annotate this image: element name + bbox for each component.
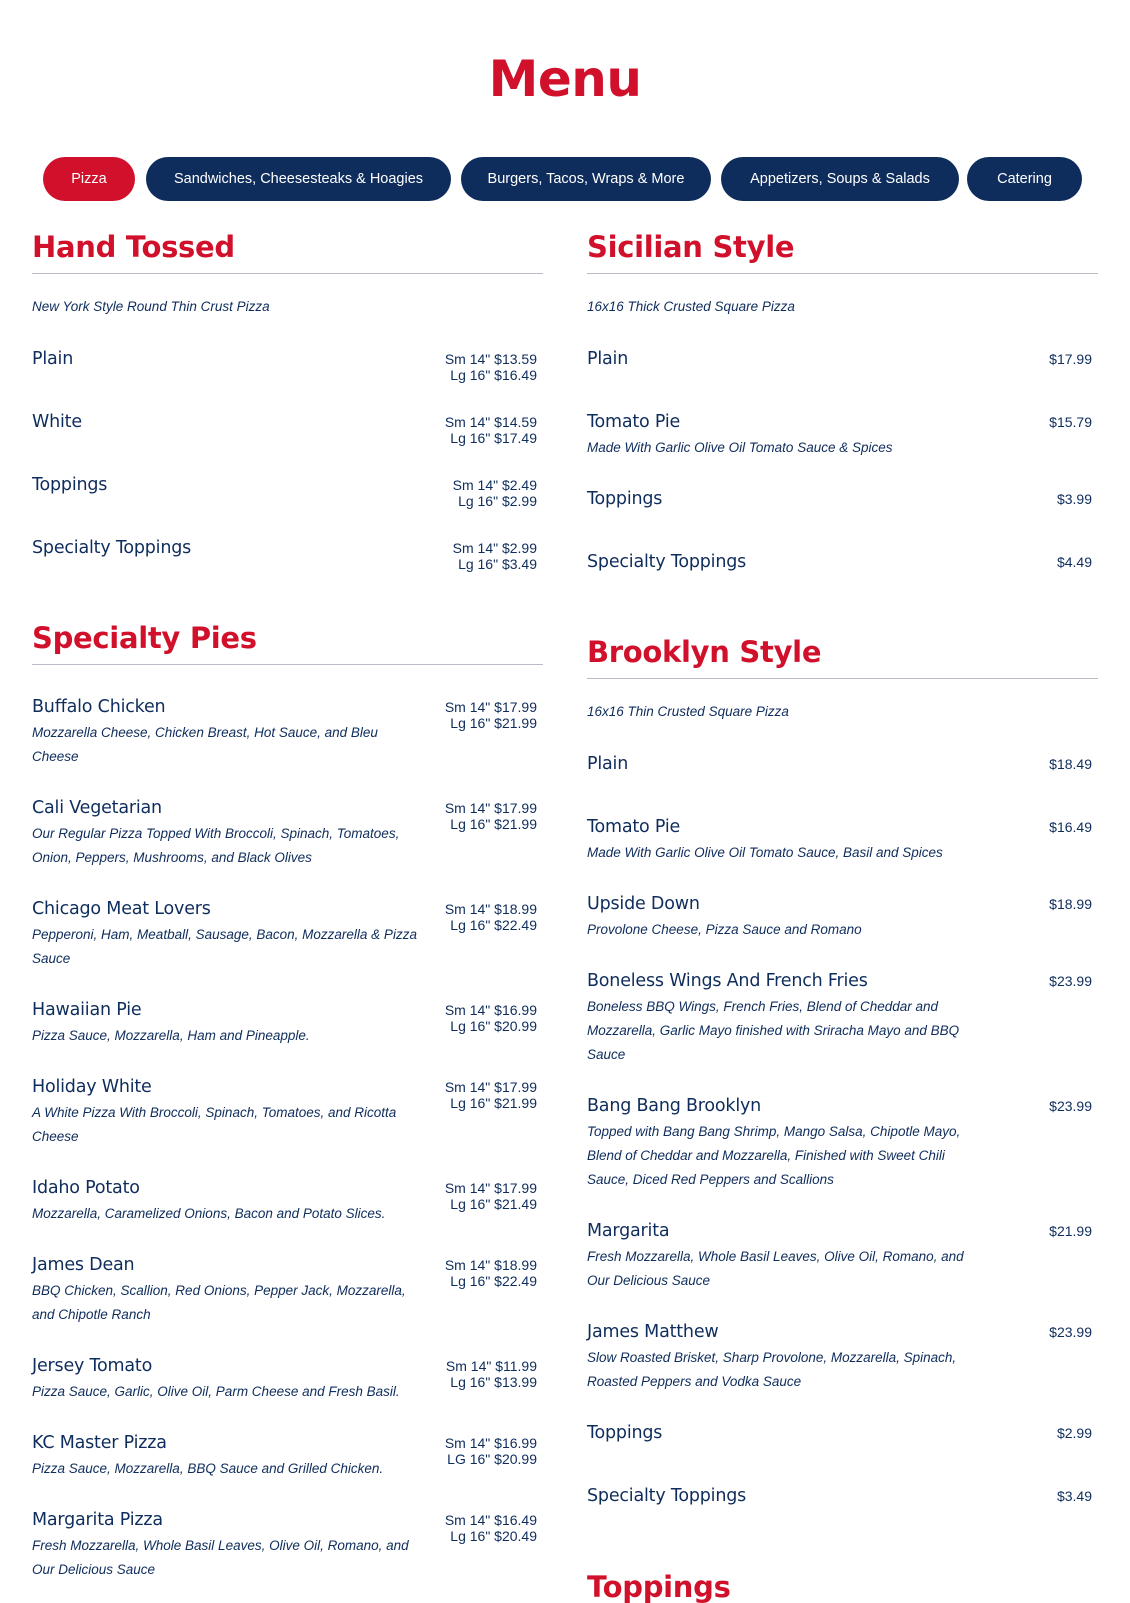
item-description — [32, 822, 440, 870]
item-name: Holiday White — [32, 1077, 152, 1097]
price-small: Sm 14" $18.99 — [444, 1257, 537, 1273]
item-price: $3.99 — [1056, 491, 1092, 507]
description-line: Mozzarella, Garlic Mayo finished with Sriracha Mayo and BBQ — [587, 1023, 960, 1038]
brooklyn-style-section — [587, 633, 1098, 1506]
toppings-section — [587, 1568, 1098, 1603]
item-price: $4.49 — [1056, 554, 1092, 570]
item-name: Specialty Toppings — [32, 538, 192, 558]
section-title: Toppings — [587, 1570, 731, 1603]
item-description — [32, 1024, 440, 1048]
section-subtitle: 16x16 Thin Crusted Square Pizza — [587, 704, 789, 719]
item-description — [587, 1346, 1017, 1394]
item-name: Boneless Wings And French Fries — [587, 971, 868, 991]
price-small: Sm 14" $14.59 — [444, 414, 537, 430]
item-price: $18.99 — [1049, 896, 1092, 912]
section-divider — [32, 273, 543, 274]
section-divider — [32, 664, 543, 665]
item-description — [32, 721, 440, 769]
price-small: Sm 14" $2.49 — [452, 477, 537, 493]
price-small: Sm 14" $16.49 — [444, 1512, 537, 1528]
tab-sandwiches[interactable]: Sandwiches, Cheesesteaks & Hoagies — [146, 157, 451, 201]
description-line: Our Regular Pizza Topped With Broccoli, Spinach, Tomatoes, — [32, 826, 400, 841]
description-line: Mozzarella Cheese, Chicken Breast, Hot Sauce, and Bleu — [32, 725, 378, 740]
description-line: Topped with Bang Bang Shrimp, Mango Salsa, Chipotle Mayo, — [587, 1124, 961, 1139]
section-title: Hand Tossed — [32, 230, 235, 264]
hand-tossed-section — [32, 228, 543, 572]
item-description — [587, 841, 1017, 865]
price-small: Sm 14" $17.99 — [444, 1180, 537, 1196]
item-name: Tomato Pie — [587, 412, 681, 432]
description-line: Mozzarella, Caramelized Onions, Bacon and Potato Slices. — [32, 1206, 386, 1221]
item-price — [445, 1079, 537, 1111]
tab-burgers[interactable]: Burgers, Tacos, Wraps & More — [461, 157, 711, 201]
item-price: $17.99 — [1049, 351, 1092, 367]
item-name: Margarita Pizza — [32, 1510, 163, 1530]
item-price: $2.99 — [1056, 1425, 1092, 1441]
tab-appetizers[interactable]: Appetizers, Soups & Salads — [721, 157, 959, 201]
item-price — [445, 1512, 537, 1544]
section-title: Specialty Pies — [32, 621, 257, 655]
price-small: Sm 14" $17.99 — [444, 800, 537, 816]
price-large: Lg 16" $13.99 — [450, 1374, 537, 1390]
price-large: Lg 16" $22.49 — [450, 1273, 537, 1289]
description-line: Provolone Cheese, Pizza Sauce and Romano — [587, 922, 862, 937]
price-large: Lg 16" $20.99 — [450, 1018, 537, 1034]
sicilian-style-section — [587, 228, 1098, 572]
price-large: Lg 16" $2.99 — [458, 493, 537, 509]
price-small: Sm 14" $2.99 — [452, 540, 537, 556]
price-large: Lg 16" $20.49 — [450, 1528, 537, 1544]
page-title: Menu — [488, 50, 642, 108]
item-name: James Matthew — [587, 1322, 719, 1342]
item-description — [587, 436, 995, 460]
price-large: Lg 16" $21.99 — [450, 816, 537, 832]
item-price — [453, 540, 537, 572]
item-description — [32, 1380, 440, 1404]
item-price — [445, 1435, 537, 1467]
description-line: and Chipotle Ranch — [32, 1307, 151, 1322]
item-description — [32, 1534, 440, 1582]
item-name: Plain — [587, 754, 629, 774]
item-name: KC Master Pizza — [32, 1433, 167, 1453]
section-divider — [587, 678, 1098, 679]
tab-catering[interactable]: Catering — [967, 157, 1082, 201]
item-description — [587, 1120, 1017, 1192]
item-price: $23.99 — [1049, 1324, 1092, 1340]
section-divider — [587, 273, 1098, 274]
section-title: Brooklyn Style — [587, 635, 822, 669]
description-line: Pizza Sauce, Mozzarella, Ham and Pineapple. — [32, 1028, 310, 1043]
item-description — [32, 923, 440, 971]
item-price: $15.79 — [1049, 414, 1092, 430]
item-name: Bang Bang Brooklyn — [587, 1096, 762, 1116]
section-subtitle: 16x16 Thick Crusted Square Pizza — [587, 299, 795, 314]
item-price — [445, 1180, 537, 1212]
description-line: Pepperoni, Ham, Meatball, Sausage, Bacon, Mozzarella & Pizza — [32, 927, 417, 942]
item-price — [445, 901, 537, 933]
item-name: Specialty Toppings — [587, 1486, 747, 1506]
item-price: $21.99 — [1049, 1223, 1092, 1239]
description-line: Sauce, Diced Red Peppers and Scallions — [587, 1172, 834, 1187]
item-price: $18.49 — [1049, 756, 1092, 772]
item-name: Upside Down — [587, 894, 700, 914]
description-line: Pizza Sauce, Mozzarella, BBQ Sauce and Grilled Chicken. — [32, 1461, 384, 1476]
item-price — [446, 1358, 537, 1390]
description-line: Cheese — [32, 1129, 79, 1144]
item-description — [32, 1101, 440, 1149]
item-description — [32, 1457, 440, 1481]
tab-pizza[interactable]: Pizza — [43, 157, 135, 201]
item-name: Margarita — [587, 1221, 670, 1241]
item-description — [32, 1202, 440, 1226]
item-name: Jersey Tomato — [32, 1356, 153, 1376]
price-small: Sm 14" $13.59 — [444, 351, 537, 367]
item-name: Toppings — [587, 1423, 663, 1443]
specialty-pies-section — [32, 619, 543, 1577]
item-name: Plain — [587, 349, 629, 369]
description-line: Sauce — [587, 1047, 626, 1062]
description-line: Roasted Peppers and Vodka Sauce — [587, 1374, 802, 1389]
section-subtitle: New York Style Round Thin Crust Pizza — [32, 299, 270, 314]
item-name: Tomato Pie — [587, 817, 681, 837]
item-description — [587, 918, 1017, 942]
description-line: Boneless BBQ Wings, French Fries, Blend of Cheddar and — [587, 999, 939, 1014]
item-price — [445, 1257, 537, 1289]
item-price — [453, 477, 537, 509]
item-price: $23.99 — [1049, 973, 1092, 989]
item-description — [587, 1245, 1017, 1293]
item-description — [587, 995, 1017, 1067]
item-name: Toppings — [587, 489, 663, 509]
item-price — [445, 800, 537, 832]
price-large: Lg 16" $17.49 — [450, 430, 537, 446]
price-large: Lg 16" $21.99 — [450, 715, 537, 731]
price-small: Sm 14" $17.99 — [444, 699, 537, 715]
price-large: Lg 16" $21.49 — [450, 1196, 537, 1212]
item-name: Idaho Potato — [32, 1178, 140, 1198]
description-line: Blend of Cheddar and Mozzarella, Finished with Sweet Chili — [587, 1148, 945, 1163]
item-name: Plain — [32, 349, 74, 369]
price-large: Lg 16" $3.49 — [458, 556, 537, 572]
price-small: Sm 14" $11.99 — [445, 1358, 537, 1374]
price-small: Sm 14" $16.99 — [444, 1002, 537, 1018]
item-name: Buffalo Chicken — [32, 697, 166, 717]
price-large: Lg 16" $16.49 — [450, 367, 537, 383]
item-name: Cali Vegetarian — [32, 798, 162, 818]
description-line: Cheese — [32, 749, 79, 764]
item-price — [445, 351, 537, 383]
item-price — [445, 414, 537, 446]
description-line: Pizza Sauce, Garlic, Olive Oil, Parm Cheese and Fresh Basil. — [32, 1384, 400, 1399]
description-line: A White Pizza With Broccoli, Spinach, Tomatoes, and Ricotta — [32, 1105, 397, 1120]
item-description — [32, 1279, 440, 1327]
item-price — [445, 699, 537, 731]
item-name: Toppings — [32, 475, 108, 495]
item-price: $3.49 — [1056, 1488, 1092, 1504]
description-line: Sauce — [32, 951, 71, 966]
item-name: Chicago Meat Lovers — [32, 899, 211, 919]
description-line: Our Delicious Sauce — [32, 1562, 156, 1577]
item-price: $23.99 — [1049, 1098, 1092, 1114]
item-price: $16.49 — [1049, 819, 1092, 835]
description-line: Fresh Mozzarella, Whole Basil Leaves, Olive Oil, Romano, and — [587, 1249, 964, 1264]
price-large: Lg 16" $22.49 — [450, 917, 537, 933]
item-name: James Dean — [32, 1255, 135, 1275]
price-small: Sm 14" $16.99 — [444, 1435, 537, 1451]
description-line: Made With Garlic Olive Oil Tomato Sauce & Spices — [587, 440, 893, 455]
price-large: LG 16" $20.99 — [447, 1451, 537, 1467]
description-line: BBQ Chicken, Scallion, Red Onions, Pepper Jack, Mozzarella, — [32, 1283, 406, 1298]
item-name: Hawaiian Pie — [32, 1000, 142, 1020]
section-title: Sicilian Style — [587, 230, 795, 264]
item-name: White — [32, 412, 82, 432]
item-price — [445, 1002, 537, 1034]
description-line: Fresh Mozzarella, Whole Basil Leaves, Olive Oil, Romano, and — [32, 1538, 409, 1553]
description-line: Our Delicious Sauce — [587, 1273, 711, 1288]
description-line: Slow Roasted Brisket, Sharp Provolone, Mozzarella, Spinach, — [587, 1350, 957, 1365]
description-line: Made With Garlic Olive Oil Tomato Sauce, Basil and Spices — [587, 845, 943, 860]
item-name: Specialty Toppings — [587, 552, 747, 572]
price-large: Lg 16" $21.99 — [450, 1095, 537, 1111]
price-small: Sm 14" $18.99 — [444, 901, 537, 917]
price-small: Sm 14" $17.99 — [444, 1079, 537, 1095]
description-line: Onion, Peppers, Mushrooms, and Black Olives — [32, 850, 312, 865]
